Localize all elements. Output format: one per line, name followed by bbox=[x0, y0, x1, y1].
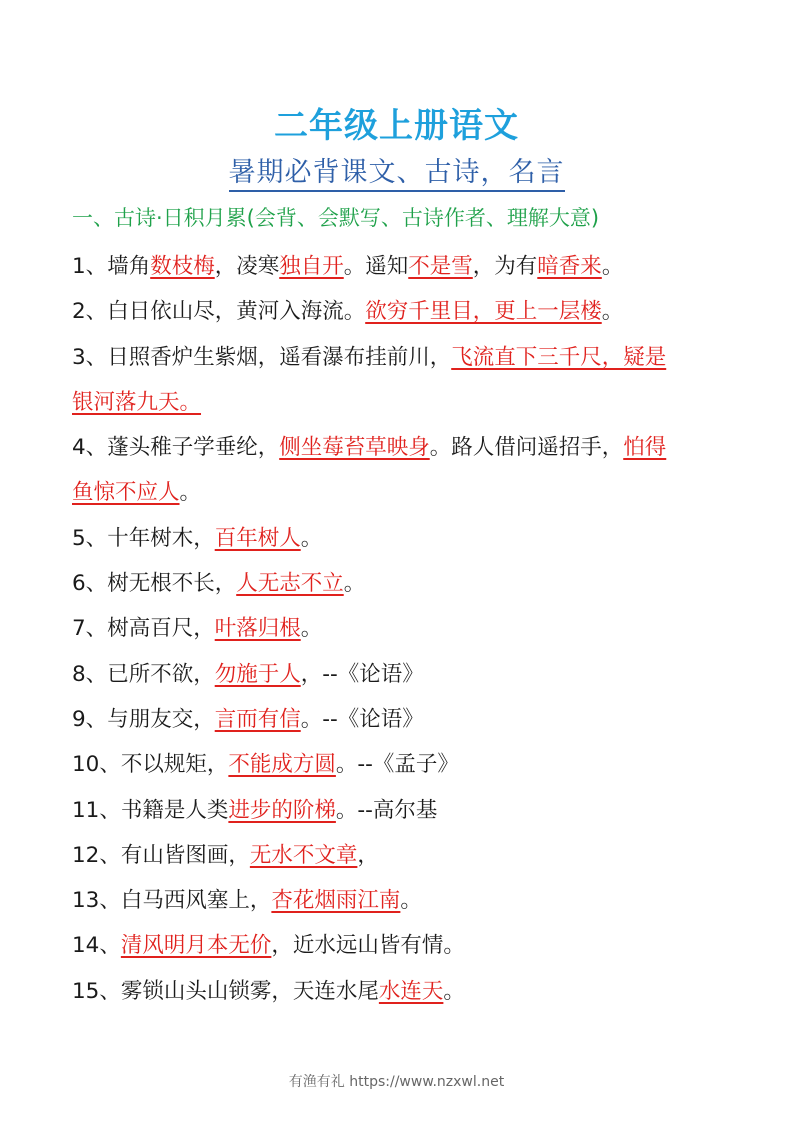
answer-text: 勿施于人 bbox=[214, 661, 301, 687]
list-item bbox=[72, 878, 728, 923]
list-item bbox=[72, 606, 728, 651]
line-text: 。 bbox=[300, 525, 323, 551]
line-text: 书籍是人类 bbox=[120, 797, 229, 823]
list-item bbox=[72, 833, 728, 878]
line-text: 8、 bbox=[72, 661, 108, 687]
line-text: 不以规矩， bbox=[120, 752, 229, 778]
list-item bbox=[72, 516, 728, 561]
line-text: 与朋友交， bbox=[107, 706, 215, 732]
list-item bbox=[72, 561, 728, 606]
line-text: 十年树木， bbox=[107, 525, 215, 551]
line-text: 。 bbox=[300, 616, 323, 642]
line-text: 。遥知 bbox=[343, 254, 409, 279]
answer-text: 进步的阶梯 bbox=[228, 797, 336, 823]
line-text: 10、 bbox=[72, 752, 121, 778]
answer-text: 不能成方圆 bbox=[228, 752, 336, 778]
line-text: 5、 bbox=[72, 525, 108, 551]
line-text: 12、 bbox=[72, 842, 121, 868]
line-text: 白日依山尽，黄河入海流。 bbox=[107, 299, 366, 325]
line-text: 11、 bbox=[72, 797, 121, 823]
answer-text: 不是雪 bbox=[408, 254, 473, 279]
answer-text: 鱼惊不应人 bbox=[72, 480, 180, 506]
answer-text: 杏花烟雨江南 bbox=[271, 888, 401, 914]
list-item bbox=[72, 244, 728, 289]
list-item-continuation bbox=[72, 380, 728, 425]
line-text: ，为有 bbox=[472, 254, 538, 279]
line-text: 1、 bbox=[72, 254, 108, 279]
line-text: ，近水远山皆有情。 bbox=[271, 933, 465, 959]
line-text: 。 bbox=[601, 299, 624, 325]
answer-text: 侧坐莓苔草映身 bbox=[279, 435, 430, 461]
line-text: ，凌寒 bbox=[214, 254, 280, 279]
line-text: 。 bbox=[343, 571, 366, 597]
line-text: 3、 bbox=[72, 344, 108, 370]
answer-text: 欲穷千里目，更上一层楼 bbox=[365, 299, 602, 325]
footer-watermark: 有渔有礼 https://www.nzxwl.net bbox=[288, 1074, 505, 1090]
answer-text: 无水不文章 bbox=[249, 842, 358, 868]
line-text: 15、 bbox=[72, 978, 121, 1004]
answer-text: 清风明月本无价 bbox=[120, 933, 272, 959]
answer-text: 银河落九天。 bbox=[72, 389, 202, 415]
answer-text: 人无志不立 bbox=[236, 571, 344, 597]
line-text: 14、 bbox=[72, 933, 121, 959]
line-text: 墙角 bbox=[107, 254, 151, 279]
answer-text: 叶落归根 bbox=[214, 616, 301, 642]
line-text: 树无根不长， bbox=[107, 571, 237, 597]
list-item bbox=[72, 969, 728, 1014]
list-item bbox=[72, 289, 728, 334]
answer-text: 飞流直下三千尺，疑是 bbox=[451, 344, 667, 370]
line-text: 。--《孟子》 bbox=[335, 752, 459, 778]
answer-text: 暗香来 bbox=[537, 254, 602, 279]
list-item bbox=[72, 652, 728, 697]
line-text: 蓬头稚子学垂纶， bbox=[107, 435, 280, 461]
line-text: 。 bbox=[400, 888, 422, 914]
line-text: 6、 bbox=[72, 571, 108, 597]
line-text: ， bbox=[357, 842, 379, 868]
list-item bbox=[72, 788, 728, 833]
answer-text: 怕得 bbox=[623, 435, 667, 461]
list-item bbox=[72, 923, 728, 968]
line-text: 7、 bbox=[72, 616, 108, 642]
subtitle-wrap bbox=[0, 150, 793, 192]
list-item bbox=[72, 697, 728, 742]
list-item bbox=[72, 425, 728, 470]
page-subtitle: 暑期必背课文、古诗，名言 bbox=[229, 150, 565, 192]
line-text: ，--《论语》 bbox=[300, 661, 424, 687]
line-text: 。--《论语》 bbox=[300, 706, 424, 732]
line-text: 。 bbox=[179, 480, 202, 506]
answer-text: 数枝梅 bbox=[150, 254, 215, 279]
page-title: 二年级上册语文 bbox=[274, 106, 519, 146]
recitation-list bbox=[72, 244, 728, 1014]
line-text: 4、 bbox=[72, 435, 108, 461]
list-item bbox=[72, 335, 728, 380]
line-text: 9、 bbox=[72, 706, 108, 732]
line-text: 已所不欲， bbox=[107, 661, 215, 687]
answer-text: 言而有信 bbox=[214, 706, 301, 732]
section-heading: 一、古诗·日积月累(会背、会默写、古诗作者、理解大意) bbox=[72, 206, 600, 230]
line-text: 。 bbox=[443, 978, 465, 1004]
line-text: 13、 bbox=[72, 888, 121, 914]
line-text: 有山皆图画， bbox=[120, 842, 250, 868]
list-item bbox=[72, 742, 728, 787]
line-text: 树高百尺， bbox=[107, 616, 215, 642]
line-text: 2、 bbox=[72, 299, 108, 325]
line-text: 雾锁山头山锁雾，天连水尾 bbox=[120, 978, 379, 1004]
list-item-continuation bbox=[72, 470, 728, 515]
line-text: 日照香炉生紫烟，遥看瀑布挂前川， bbox=[107, 344, 452, 370]
line-text: 。路人借问遥招手， bbox=[429, 435, 624, 461]
answer-text: 百年树人 bbox=[214, 525, 301, 551]
line-text: 。 bbox=[601, 254, 624, 279]
line-text: 。--高尔基 bbox=[335, 797, 438, 823]
answer-text: 独自开 bbox=[279, 254, 344, 279]
answer-text: 水连天 bbox=[378, 978, 444, 1004]
line-text: 白马西风塞上， bbox=[120, 888, 272, 914]
